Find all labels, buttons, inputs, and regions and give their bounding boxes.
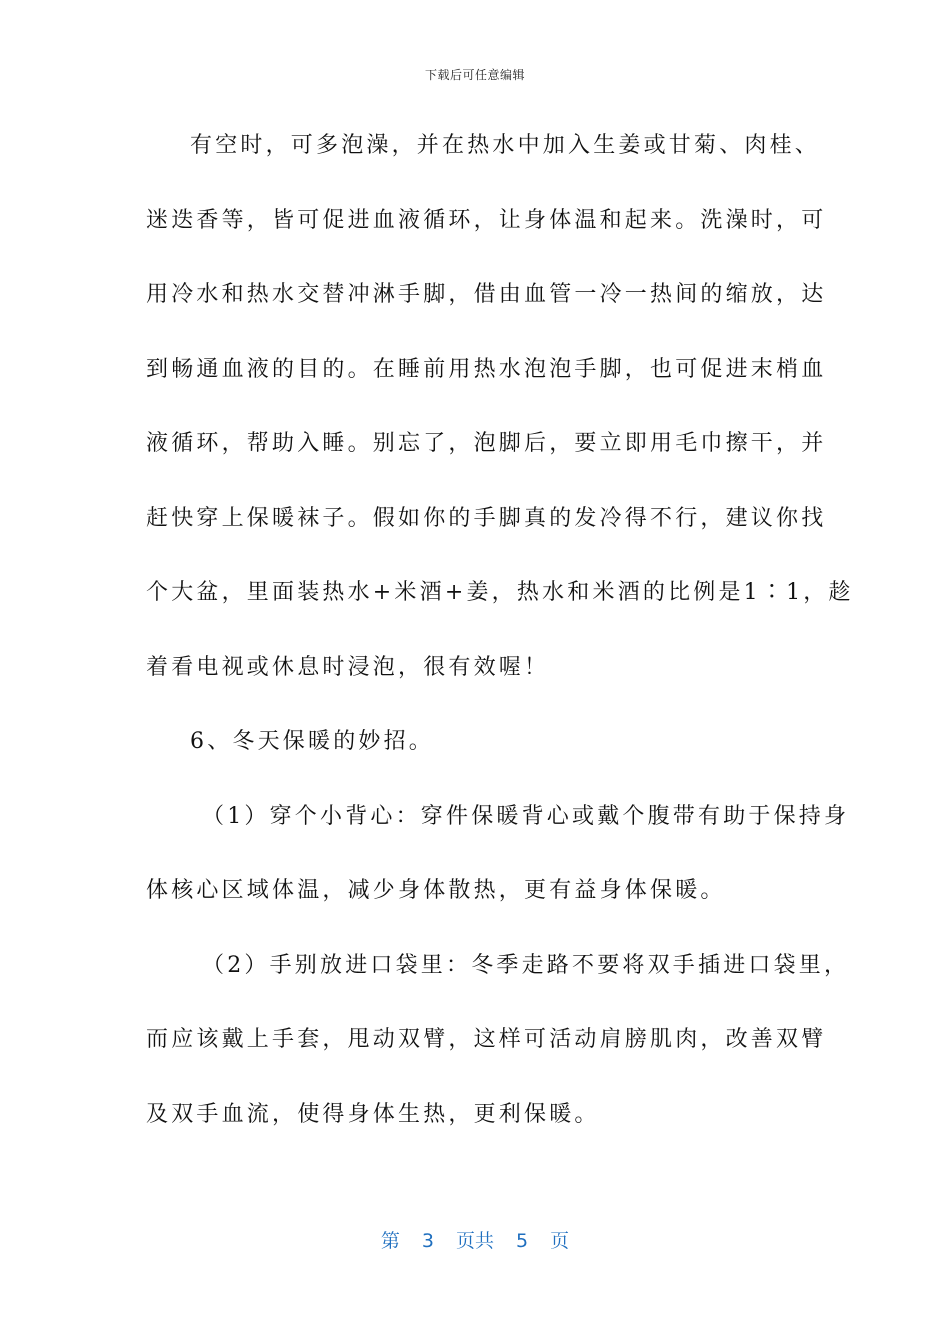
paragraph-line: 个大盆，里面装热水+米酒+姜，热水和米酒的比例是1∶1，趁 bbox=[146, 580, 854, 605]
paragraph-line: 有空时，可多泡澡，并在热水中加入生姜或甘菊、肉桂、 bbox=[190, 133, 821, 158]
paragraph-line: 到畅通血液的目的。在睡前用热水泡泡手脚，也可促进末梢血 bbox=[146, 356, 827, 382]
total-pages-number: 5 bbox=[516, 1230, 529, 1252]
paragraph-line: 而应该戴上手套，甩动双臂，这样可活动肩膀肌肉，改善双臂 bbox=[146, 1027, 827, 1052]
page-footer bbox=[0, 1226, 950, 1253]
footer-suffix: 页 bbox=[550, 1230, 570, 1252]
footer-prefix: 第 bbox=[380, 1230, 400, 1252]
paragraph-line: 及双手血流，使得身体生热，更利保暖。 bbox=[146, 1101, 600, 1127]
current-page-number: 3 bbox=[421, 1230, 434, 1252]
paragraph-line: 液循环，帮助入睡。别忘了，泡脚后，要立即用毛巾擦干，并 bbox=[146, 431, 827, 456]
paragraph-line: （2）手别放进口袋里：冬季走路不要将双手插进口袋里， bbox=[202, 952, 850, 978]
paragraph-line: 着看电视或休息时浸泡，很有效喔！ bbox=[146, 654, 550, 680]
paragraph-line: （1）穿个小背心：穿件保暖背心或戴个腹带有助于保持身 bbox=[202, 803, 850, 829]
paragraph-line: 迷迭香等，皆可促进血液循环，让身体温和起来。洗澡时，可 bbox=[146, 207, 827, 233]
paragraph-line: 赶快穿上保暖袜子。假如你的手脚真的发冷得不行，建议你找 bbox=[146, 505, 827, 531]
document-body bbox=[146, 126, 854, 1169]
paragraph-line: 体核心区域体温，减少身体散热，更有益身体保暖。 bbox=[146, 878, 726, 903]
page-header: 下载后可任意编辑 bbox=[424, 68, 525, 82]
footer-middle: 页共 bbox=[455, 1230, 494, 1252]
paragraph-line: 用冷水和热水交替冲淋手脚，借由血管一冷一热间的缩放，达 bbox=[146, 282, 827, 307]
section-heading: 6、冬天保暖的妙招。 bbox=[190, 729, 434, 754]
